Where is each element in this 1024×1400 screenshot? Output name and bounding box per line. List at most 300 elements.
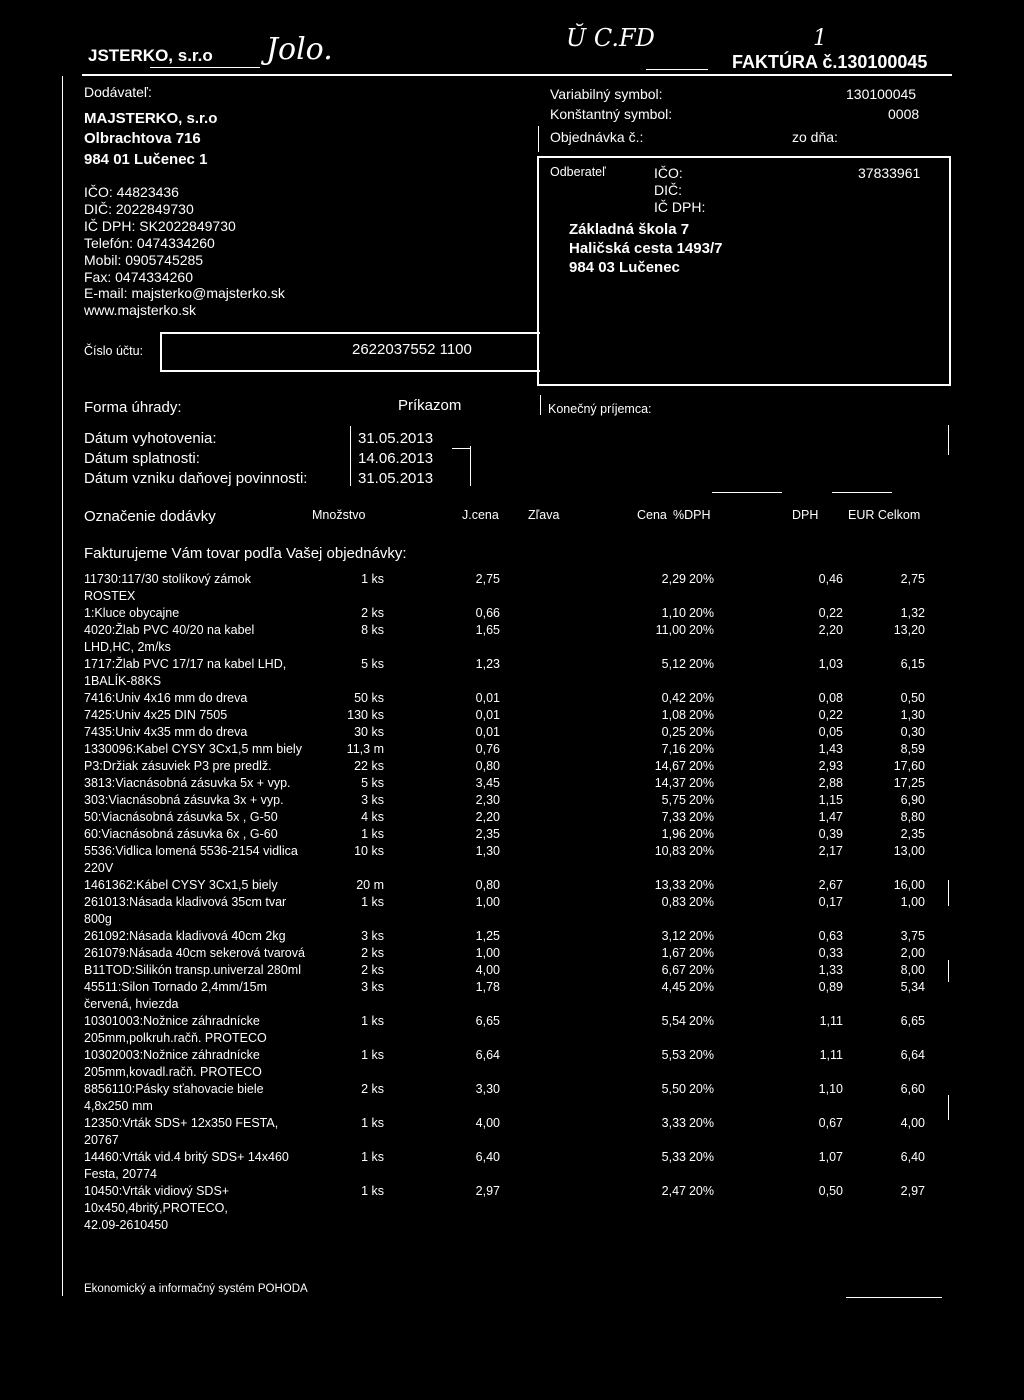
item-quantity: 10 ks [354,844,384,858]
supplier-ico: IČO: 44823436 [84,184,179,200]
item-total: 16,00 [893,878,925,892]
item-quantity: 22 ks [354,759,384,773]
item-description: 5536:Vidlica lomená 5536-2154 vidlica [84,844,298,858]
table-row [0,912,1024,929]
item-price: 3,12 [661,929,686,943]
constant-symbol-label: Konštantný symbol: [550,106,673,122]
item-vat-rate: 20% [688,657,714,671]
item-price: 5,54 [661,1014,686,1028]
supplier-icdph: IČ DPH: SK2022849730 [84,218,236,234]
item-quantity: 8 ks [361,623,384,637]
item-description: 1BALÍK-88KS [84,674,162,688]
supplier-city: 984 01 Lučenec 1 [84,151,208,168]
item-vat-rate: 20% [688,895,714,909]
item-description: 12350:Vrták SDS+ 12x350 FESTA, [84,1116,279,1130]
item-quantity: 3 ks [361,980,384,994]
item-vat-rate: 20% [688,708,714,722]
item-vat-amount: 1,03 [818,657,843,671]
item-vat-amount: 0,89 [818,980,843,994]
item-vat-rate: 20% [688,606,714,620]
due-date-value: 14.06.2013 [358,450,434,467]
item-quantity: 11,3 m [346,742,384,756]
table-row [0,1099,1024,1116]
table-row [0,1048,1024,1065]
item-vat-rate: 20% [688,980,714,994]
table-row [0,963,1024,980]
item-total: 3,75 [900,929,925,943]
customer-dic-label: DIČ: [654,182,682,198]
item-quantity: 3 ks [361,793,384,807]
final-recipient-label: Konečný príjemca: [548,402,652,416]
order-divider [538,126,539,152]
item-total: 6,90 [900,793,925,807]
table-row [0,878,1024,895]
variable-symbol-label: Variabilný symbol: [550,86,663,102]
item-total: 6,60 [900,1082,925,1096]
table-row [0,895,1024,912]
issue-date-value: 31.05.2013 [358,430,434,447]
item-quantity: 1 ks [361,1014,384,1028]
right-edge-mark [948,425,949,455]
item-total: 1,30 [900,708,925,722]
invoice-title: FAKTÚRA č.130100045 [732,52,928,72]
table-row [0,1082,1024,1099]
item-description: 220V [84,861,114,875]
item-price: 1,96 [661,827,686,841]
due-date-label: Dátum splatnosti: [84,450,200,467]
item-description: ROSTEX [84,589,136,603]
item-quantity: 2 ks [361,946,384,960]
payment-label: Forma úhrady: [84,399,182,416]
item-description: 60:Viacnásobná zásuvka 6x , G-60 [84,827,278,841]
item-price: 4,45 [661,980,686,994]
order-label: Objednávka č.: [550,129,644,145]
table-row [0,929,1024,946]
item-unit-price: 3,45 [475,776,500,790]
supplier-label: Dodávateľ: [84,84,152,100]
item-quantity: 130 ks [347,708,384,722]
supplier-email: E-mail: majsterko@majsterko.sk [84,285,285,301]
item-unit-price: 2,97 [475,1184,500,1198]
item-vat-amount: 0,50 [818,1184,843,1198]
table-row [0,657,1024,674]
item-price: 2,29 [661,572,686,586]
supplier-phone: Telefón: 0474334260 [84,235,215,251]
item-price: 0,25 [661,725,686,739]
item-vat-rate: 20% [688,725,714,739]
handwritten-signature: Jolo. [266,32,333,67]
item-total: 0,50 [900,691,925,705]
item-total: 6,40 [900,1150,925,1164]
table-row [0,776,1024,793]
table-row [0,810,1024,827]
item-description: 205mm,kovadl.račň. PROTECO [84,1065,262,1079]
item-vat-rate: 20% [688,1150,714,1164]
item-description: 10450:Vrták vidiový SDS+ [84,1184,230,1198]
item-unit-price: 4,00 [475,1116,500,1130]
item-vat-amount: 1,11 [819,1048,843,1062]
item-unit-price: 2,20 [475,810,500,824]
item-description: 7435:Univ 4x35 mm do dreva [84,725,248,739]
note-line [646,69,708,70]
constant-symbol-value: 0008 [888,106,920,122]
item-quantity: 2 ks [361,1082,384,1096]
table-row [0,1184,1024,1201]
item-price: 5,50 [661,1082,686,1096]
item-unit-price: 4,00 [475,963,500,977]
invoice-intro: Fakturujeme Vám tovar podľa Vašej objednávky: [84,545,407,562]
item-total: 13,00 [893,844,925,858]
item-vat-rate: 20% [688,1184,714,1198]
item-unit-price: 1,30 [475,844,500,858]
item-description: 261013:Násada kladivová 35cm tvar [84,895,287,909]
item-total: 8,59 [900,742,925,756]
item-unit-price: 6,65 [475,1014,500,1028]
item-vat-amount: 2,67 [818,878,843,892]
item-quantity: 1 ks [361,1184,384,1198]
item-vat-rate: 20% [688,623,714,637]
customer-ico-label: IČO: [654,165,683,181]
table-row [0,1031,1024,1048]
item-quantity: 2 ks [361,963,384,977]
item-price: 6,67 [661,963,686,977]
item-description: 50:Viacnásobná zásuvka 5x , G-50 [84,810,278,824]
item-price: 14,37 [654,776,686,790]
table-row [0,946,1024,963]
item-vat-amount: 0,33 [818,946,843,960]
item-vat-amount: 2,93 [818,759,843,773]
table-row [0,691,1024,708]
table-row [0,1218,1024,1235]
item-vat-rate: 20% [688,1014,714,1028]
item-vat-rate: 20% [688,1082,714,1096]
item-unit-price: 3,30 [475,1082,500,1096]
supplier-fax: Fax: 0474334260 [84,269,193,285]
right-mark-c [948,1095,949,1120]
table-row [0,1167,1024,1184]
item-vat-amount: 0,17 [818,895,843,909]
item-vat-amount: 1,43 [818,742,843,756]
col-vat-header: %DPH [673,508,711,522]
item-price: 10,83 [654,844,686,858]
customer-city: 984 03 Lučenec [569,259,680,276]
item-total: 8,80 [900,810,925,824]
item-vat-rate: 20% [688,759,714,773]
item-price: 14,67 [654,759,686,773]
item-unit-price: 0,01 [475,708,500,722]
item-description: 3813:Viacnásobná zásuvka 5x + vyp. [84,776,291,790]
item-total: 2,75 [900,572,925,586]
footer-system: Ekonomický a informačný systém POHODA [84,1283,308,1295]
item-vat-rate: 20% [688,844,714,858]
dates-tick [452,448,470,449]
item-vat-amount: 0,67 [818,1116,843,1130]
account-label: Číslo účtu: [84,344,144,358]
table-row [0,708,1024,725]
item-price: 1,10 [661,606,686,620]
item-vat-amount: 2,20 [818,623,843,637]
item-vat-amount: 0,22 [818,708,843,722]
customer-icdph-label: IČ DPH: [654,199,706,215]
customer-name: Základná škola 7 [569,221,690,238]
item-unit-price: 1,23 [475,657,500,671]
item-vat-rate: 20% [688,1116,714,1130]
table-row [0,844,1024,861]
item-description: 800g [84,912,112,926]
table-row [0,1150,1024,1167]
item-vat-amount: 1,33 [818,963,843,977]
item-total: 6,15 [900,657,925,671]
item-price: 7,16 [661,742,686,756]
item-unit-price: 0,80 [475,878,500,892]
item-unit-price: 0,01 [475,691,500,705]
item-total: 17,25 [893,776,925,790]
item-price: 0,83 [661,895,686,909]
item-vat-rate: 20% [688,793,714,807]
table-row [0,793,1024,810]
item-total: 17,60 [893,759,925,773]
col-unit-header: J.cena [462,508,499,522]
item-vat-rate: 20% [688,929,714,943]
header-divider [82,74,952,76]
item-description: 205mm,polkruh.račň. PROTECO [84,1031,267,1045]
item-description: 20767 [84,1133,119,1147]
item-description: 303:Viacnásobná zásuvka 3x + vyp. [84,793,284,807]
item-total: 6,65 [900,1014,925,1028]
supplier-name: MAJSTERKO, s.r.o [84,110,218,127]
table-row [0,1065,1024,1082]
payment-value: Príkazom [398,397,462,414]
handwritten-number: 1 [813,26,827,51]
item-vat-amount: 0,63 [818,929,843,943]
supplier-street: Olbrachtova 716 [84,130,201,147]
footer-line [846,1297,942,1298]
item-price: 3,33 [661,1116,686,1130]
item-description: 14460:Vrták vid.4 britý SDS+ 14x460 [84,1150,289,1164]
item-price: 1,08 [661,708,686,722]
item-vat-rate: 20% [688,742,714,756]
item-quantity: 3 ks [361,929,384,943]
table-row [0,742,1024,759]
item-description: 11730:117/30 stolíkový zámok [84,572,251,586]
item-quantity: 1 ks [361,827,384,841]
item-unit-price: 1,25 [475,929,500,943]
item-vat-amount: 0,39 [818,827,843,841]
handwritten-note: Ŭ C.FD [566,24,655,52]
item-vat-rate: 20% [688,878,714,892]
header-mark-1 [712,492,782,493]
item-total: 6,64 [900,1048,925,1062]
customer-ico-value: 37833961 [858,165,921,181]
item-description: 4,8x250 mm [84,1099,153,1113]
item-quantity: 1 ks [361,1048,384,1062]
item-unit-price: 1,00 [475,895,500,909]
item-unit-price: 0,76 [475,742,500,756]
tax-date-label: Dátum vzniku daňovej povinnosti: [84,470,308,487]
col-desc-header: Označenie dodávky [84,508,216,525]
item-description: B11TOD:Silikón transp.univerzal 280ml [84,963,301,977]
table-row [0,674,1024,691]
table-row [0,759,1024,776]
item-unit-price: 2,35 [475,827,500,841]
account-box [160,332,540,372]
item-vat-amount: 0,08 [818,691,843,705]
item-description: 45511:Silon Tornado 2,4mm/15m [84,980,267,994]
table-row [0,572,1024,589]
item-quantity: 2 ks [361,606,384,620]
item-quantity: 1 ks [361,1116,384,1130]
item-description: 261079:Násada 40cm sekerová tvarová [84,946,305,960]
item-vat-rate: 20% [688,1048,714,1062]
item-price: 5,12 [661,657,686,671]
right-mark-b [948,960,949,982]
item-quantity: 1 ks [361,895,384,909]
item-total: 1,00 [900,895,925,909]
item-description: P3:Držiak zásuviek P3 pre predlž. [84,759,272,773]
col-price-header: Cena [637,508,667,522]
item-quantity: 5 ks [361,776,384,790]
signature-line [150,67,260,68]
item-unit-price: 1,65 [475,623,500,637]
item-unit-price: 1,78 [475,980,500,994]
item-vat-rate: 20% [688,946,714,960]
item-unit-price: 2,75 [475,572,500,586]
table-row [0,1201,1024,1218]
item-price: 1,67 [661,946,686,960]
table-row [0,1116,1024,1133]
item-price: 7,33 [661,810,686,824]
item-quantity: 1 ks [361,572,384,586]
item-vat-amount: 0,05 [818,725,843,739]
right-mark-a [948,880,949,906]
table-row [0,640,1024,657]
item-description: Festa, 20774 [84,1167,157,1181]
item-description: 1:Kluce obycajne [84,606,180,620]
table-row [0,725,1024,742]
item-description: 7416:Univ 4x16 mm do dreva [84,691,248,705]
item-price: 11,00 [655,623,686,637]
item-vat-amount: 1,07 [818,1150,843,1164]
item-vat-amount: 1,47 [818,810,843,824]
dates-divider [350,426,351,486]
tax-date-value: 31.05.2013 [358,470,434,487]
item-description: 10301003:Nožnice záhradnícke [84,1014,260,1028]
item-total: 2,97 [900,1184,925,1198]
item-vat-amount: 0,22 [818,606,843,620]
col-qty-header: Množstvo [312,508,366,522]
item-description: 1461362:Kábel CYSY 3Cx1,5 biely [84,878,278,892]
table-row [0,1133,1024,1150]
item-vat-rate: 20% [688,963,714,977]
item-description: 42.09-2610450 [84,1218,169,1232]
col-total-header: EUR Celkom [848,508,921,522]
item-description: 261092:Násada kladivová 40cm 2kg [84,929,286,943]
item-unit-price: 1,00 [475,946,500,960]
table-row [0,623,1024,640]
item-unit-price: 6,64 [475,1048,500,1062]
variable-symbol-value: 130100045 [846,86,917,102]
order-date-label: zo dňa: [792,129,838,145]
item-unit-price: 0,80 [475,759,500,773]
item-price: 5,33 [661,1150,686,1164]
supplier-mobile: Mobil: 0905745285 [84,252,204,268]
item-vat-amount: 2,88 [818,776,843,790]
item-description: 10302003:Nožnice záhradnícke [84,1048,260,1062]
item-quantity: 30 ks [354,725,384,739]
item-vat-amount: 0,46 [818,572,843,586]
item-vat-amount: 2,17 [818,844,843,858]
issue-date-label: Dátum vyhotovenia: [84,430,217,447]
item-total: 0,30 [900,725,925,739]
item-vat-amount: 1,15 [818,793,843,807]
item-unit-price: 0,66 [475,606,500,620]
supplier-web: www.majsterko.sk [84,302,197,318]
item-vat-rate: 20% [688,810,714,824]
item-total: 2,35 [900,827,925,841]
item-total: 1,32 [900,606,925,620]
table-row [0,1014,1024,1031]
item-quantity: 5 ks [361,657,384,671]
item-price: 0,42 [661,691,686,705]
item-price: 13,33 [654,878,686,892]
item-description: 1717:Žlab PVC 17/17 na kabel LHD, [84,657,287,671]
item-vat-rate: 20% [688,827,714,841]
item-description: 1330096:Kabel CYSY 3Cx1,5 mm biely [84,742,302,756]
recipient-divider [540,395,541,415]
item-quantity: 20 m [356,878,384,892]
item-quantity: 1 ks [361,1150,384,1164]
table-row [0,997,1024,1014]
item-description: LHD,HC, 2m/ks [84,640,171,654]
item-total: 5,34 [900,980,925,994]
item-price: 2,47 [661,1184,686,1198]
item-price: 5,75 [661,793,686,807]
item-unit-price: 0,01 [475,725,500,739]
item-unit-price: 6,40 [475,1150,500,1164]
item-quantity: 4 ks [361,810,384,824]
item-vat-amount: 1,11 [819,1014,843,1028]
table-row [0,861,1024,878]
table-row [0,589,1024,606]
items-table [0,572,1024,1235]
item-price: 5,53 [661,1048,686,1062]
supplier-dic: DIČ: 2022849730 [84,201,194,217]
item-vat-rate: 20% [688,572,714,586]
item-description: 4020:Žlab PVC 40/20 na kabel [84,623,255,637]
item-description: 7425:Univ 4x25 DIN 7505 [84,708,228,722]
item-vat-rate: 20% [688,776,714,790]
item-quantity: 50 ks [354,691,384,705]
col-dph-header: DPH [792,508,819,522]
item-description: 10x450,4britý,PROTECO, [84,1201,228,1215]
item-description: 8856110:Pásky sťahovacie biele [84,1082,264,1096]
item-total: 4,00 [900,1116,925,1130]
item-total: 13,20 [893,623,925,637]
item-vat-amount: 1,10 [818,1082,843,1096]
item-description: červená, hviezda [84,997,179,1011]
customer-street: Haličská cesta 1493/7 [569,240,723,257]
item-total: 8,00 [900,963,925,977]
account-number: 2622037552 1100 [352,341,472,358]
item-unit-price: 2,30 [475,793,500,807]
item-vat-rate: 20% [688,691,714,705]
item-total: 2,00 [900,946,925,960]
customer-label: Odberateľ [550,165,606,179]
table-row [0,606,1024,623]
dates-right-line [470,446,471,486]
company-short-name: JSTERKO, s.r.o [88,46,213,65]
header-mark-2 [832,492,892,493]
